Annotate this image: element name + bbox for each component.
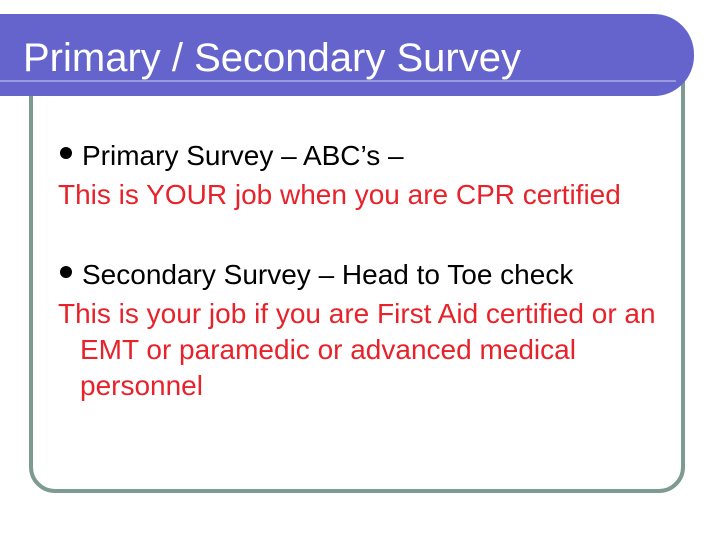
slide-title: Primary / Secondary Survey	[23, 36, 521, 80]
title-bar	[0, 14, 694, 96]
spacer	[58, 213, 678, 257]
detail-text-secondary: This is your job if you are First Aid certified or an EMT or paramedic or advanced medical personnel	[58, 298, 656, 401]
bullet-text-primary: Primary Survey – ABC’s –	[82, 140, 404, 171]
bullet-item-primary	[58, 138, 678, 174]
bullet-text-secondary: Secondary Survey – Head to Toe check	[82, 259, 574, 290]
slide-content	[58, 138, 678, 404]
detail-text-primary: This is YOUR job when you are CPR certified	[58, 179, 621, 210]
bullet-dot-icon	[60, 266, 72, 278]
bullet-dot-icon	[60, 147, 72, 159]
bullet-item-secondary	[58, 257, 678, 293]
